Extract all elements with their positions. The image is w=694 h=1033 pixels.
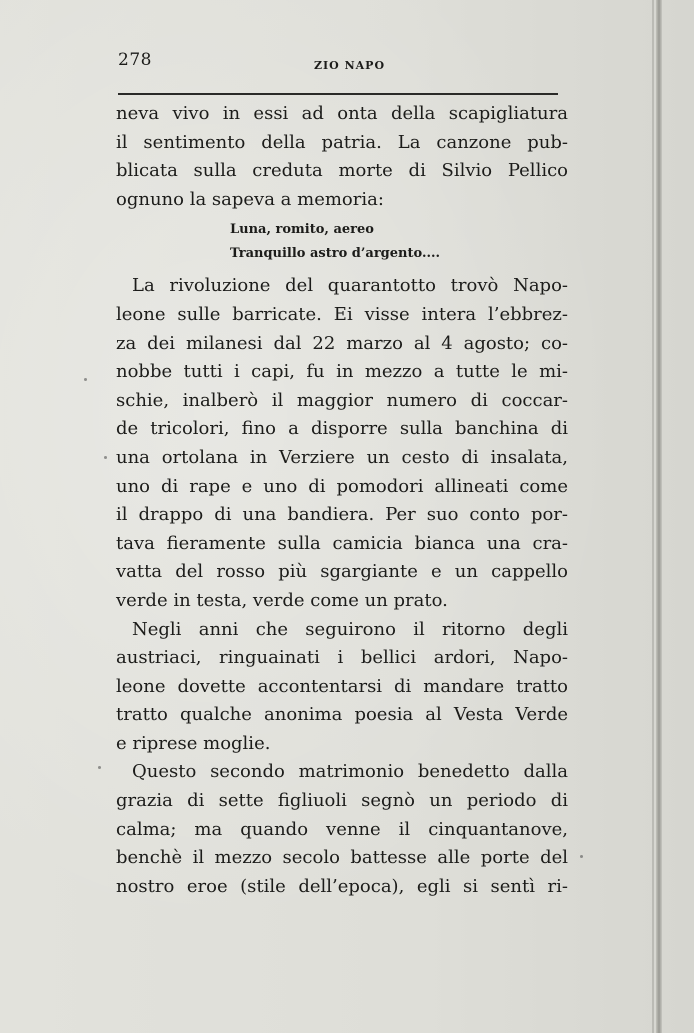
text-line: nostro eroe (stile dell’epoca), egli si sentì ri- xyxy=(116,875,568,897)
text-line: il sentimento della patria. La canzone pub- xyxy=(116,131,568,153)
page-number: 278 xyxy=(118,50,152,70)
paper-speck xyxy=(104,456,107,459)
text-line: benchè il mezzo secolo battesse alle porte del xyxy=(116,847,568,869)
header-rule xyxy=(118,93,558,95)
page-header xyxy=(118,50,558,76)
text-line: Questo secondo matrimonio benedetto dalla xyxy=(132,761,568,783)
text-line: La rivoluzione del quarantotto trovò Napo- xyxy=(132,275,568,297)
verse-quote xyxy=(116,218,568,266)
paragraph-1 xyxy=(116,100,568,214)
paragraph-2 xyxy=(116,272,568,615)
paper-speck xyxy=(84,378,87,381)
text-line: schie, inalberò il maggior numero di coccar- xyxy=(116,389,568,411)
text-line: leone sulle barricate. Ei visse intera l’ebbrez- xyxy=(116,303,568,325)
body-text xyxy=(116,100,568,901)
verse-line: Luna, romito, aereo xyxy=(230,222,374,238)
text-line: tava fieramente sulla camicia bianca una cra- xyxy=(116,532,568,554)
paragraph-3 xyxy=(116,616,568,759)
text-line: e riprese moglie. xyxy=(116,732,271,754)
paper-speck xyxy=(580,855,583,858)
text-line: za dei milanesi dal 22 marzo al 4 agosto; co- xyxy=(116,332,568,354)
text-line: calma; ma quando venne il cinquantanove, xyxy=(116,818,568,840)
paragraph-4 xyxy=(116,758,568,901)
text-line: de tricolori, fino a disporre sulla banchina di xyxy=(116,418,568,440)
text-line: uno di rape e uno di pomodori allineati come xyxy=(116,475,568,497)
text-line: austriaci, ringuainati i bellici ardori, Napo- xyxy=(116,647,568,669)
verse-line: Tranquillo astro d’argento.... xyxy=(230,246,441,262)
text-line: grazia di sette figliuoli segnò un periodo di xyxy=(116,790,568,812)
text-line: una ortolana in Verziere un cesto di insalata, xyxy=(116,446,568,468)
paper-speck xyxy=(98,766,101,769)
text-line: leone dovette accontentarsi di mandare tratto xyxy=(116,675,568,697)
text-line: ognuno la sapeva a memoria: xyxy=(116,188,384,210)
text-line: vatta del rosso più sgargiante e un cappello xyxy=(116,561,568,583)
text-line: blicata sulla creduta morte di Silvio Pellico xyxy=(116,160,568,182)
text-line: Negli anni che seguirono il ritorno degli xyxy=(132,618,568,640)
page-binding-edge xyxy=(656,0,662,1033)
text-line: neva vivo in essi ad onta della scapigliatura xyxy=(116,103,568,124)
text-line: verde in testa, verde come un prato. xyxy=(116,589,448,611)
text-line: tratto qualche anonima poesia al Vesta Verde xyxy=(116,704,568,726)
text-line: nobbe tutti i capi, fu in mezzo a tutte le mi- xyxy=(116,361,568,383)
running-head: ZIO NAPO xyxy=(314,59,386,72)
page-binding-shadow xyxy=(652,0,654,1033)
text-line: il drappo di una bandiera. Per suo conto por- xyxy=(116,504,568,526)
